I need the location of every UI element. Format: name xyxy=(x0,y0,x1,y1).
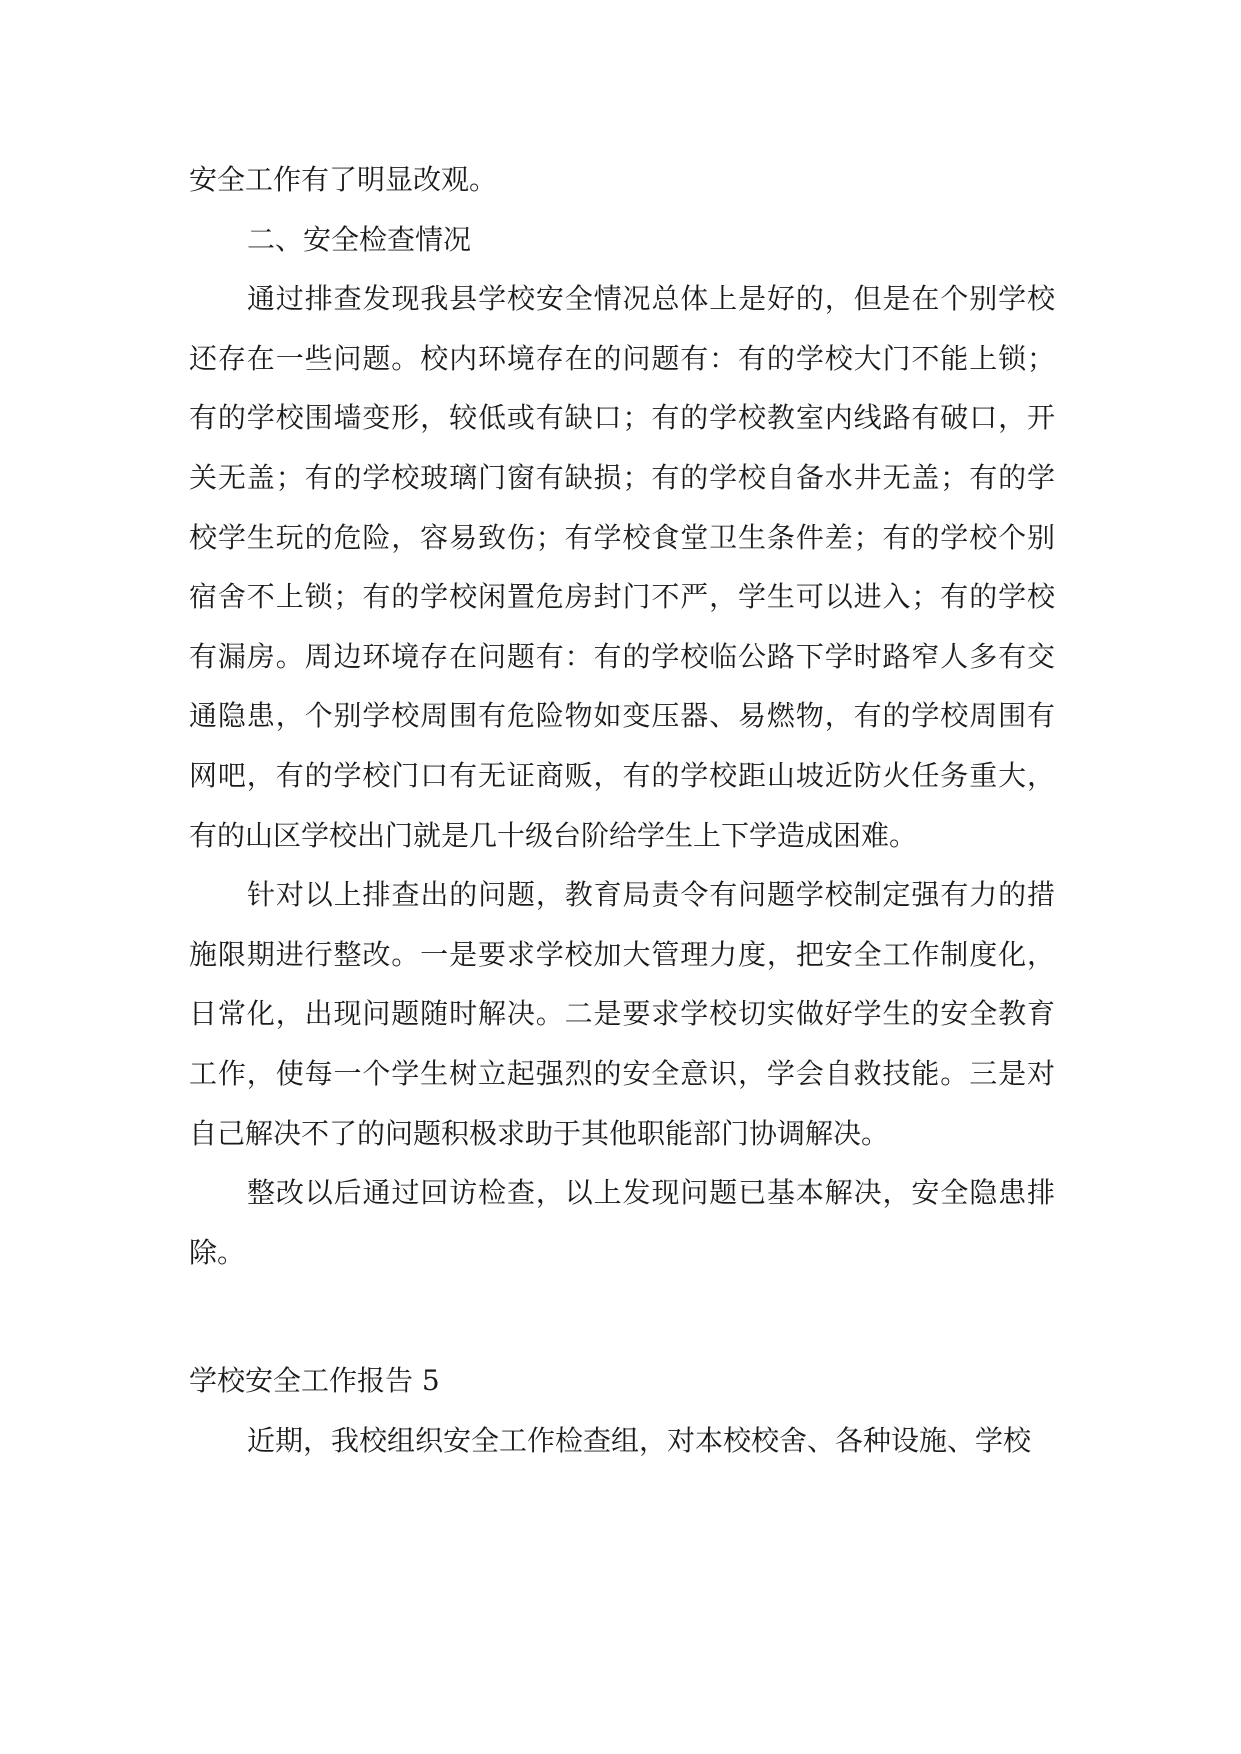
paragraph-rectification-result: 整改以后通过回访检查，以上发现问题已基本解决，安全隐患排除。 xyxy=(189,1176,1055,1269)
document-body xyxy=(189,150,1055,1470)
paragraph-inspection-findings: 通过排查发现我县学校安全情况总体上是好的，但是在个别学校还存在一些问题。校内环境存在的问题有：有的学校大门不能上锁；有的学校围墙变形，较低或有缺口；有的学校教室内线路有破口，开关无盖；有的学校玻璃门窗有缺损；有的学校自备水井无盖；有的学校学生玩的危险，容易致伤；有学校食堂卫生条件差；有的学校个别宿舍不上锁；有的学校闲置危房封门不严，学生可以进入；有的学校有漏房。周边环境存在问题有：有的学校临公路下学时路窄人多有交通隐患，个别学校周围有危险物如变压器、易燃物，有的学校周围有网吧，有的学校门口有无证商贩，有的学校距山坡近防火任务重大，有的山区学校出门就是几十级台阶给学生上下学造成困难。 xyxy=(189,282,1055,852)
section-heading-inspection: 二、安全检查情况 xyxy=(247,222,472,256)
paragraph-rectification-measures: 针对以上排查出的问题，教育局责令有问题学校制定强有力的措施限期进行整改。一是要求学校加大管理力度，把安全工作制度化，日常化，出现问题随时解决。二是要求学校切实做好学生的安全教育工作，使每一个学生树立起强烈的安全意识，学会自救技能。三是对自己解决不了的问题积极求助于其他职能部门协调解决。 xyxy=(189,878,1055,1150)
section-title: 学校安全工作报告 5 xyxy=(189,1364,440,1398)
paragraph-report-intro: 近期，我校组织安全工作检查组，对本校校舍、各种设施、学校 xyxy=(247,1423,1032,1457)
paragraph-continuation: 安全工作有了明显改观。 xyxy=(189,163,498,196)
section-spacer xyxy=(189,1282,1055,1351)
